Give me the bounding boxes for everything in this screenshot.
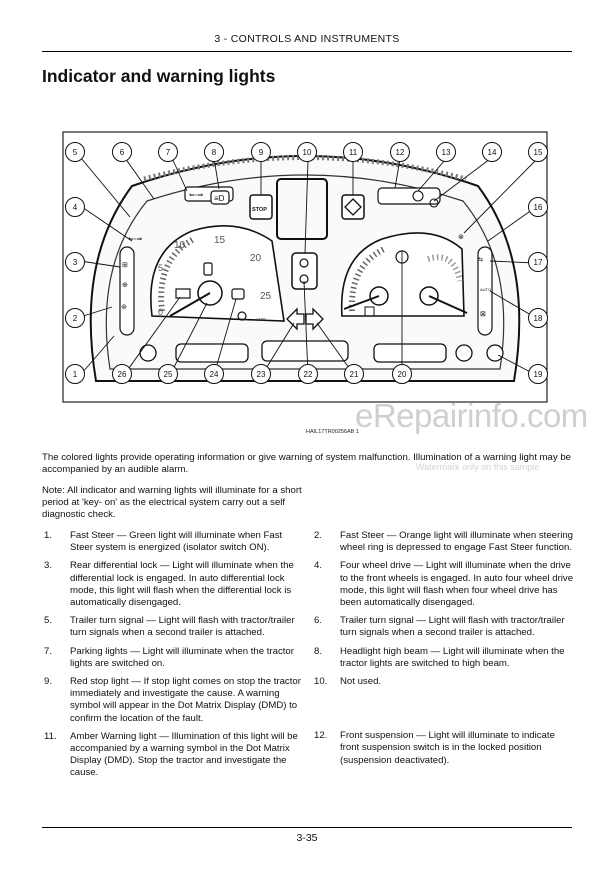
high-beam-icon: ≡D xyxy=(214,194,225,203)
item-text: Fast Steer — Green light will illuminate when Fast Steer system is energized (isolator switch ON). xyxy=(70,530,283,554)
callout-label-10: 10 xyxy=(302,148,312,157)
item-number: 3. xyxy=(44,560,53,572)
item-text: Not used. xyxy=(340,676,382,688)
left-side-strip xyxy=(120,247,134,335)
page-number: 3-35 xyxy=(296,832,318,844)
item-number: 6. xyxy=(314,615,323,627)
callout-label-2: 2 xyxy=(72,314,78,323)
bottom-right-button xyxy=(374,344,446,362)
callout-label-22: 22 xyxy=(303,370,313,379)
callout-label-20: 20 xyxy=(397,370,407,379)
list-item xyxy=(44,676,306,725)
item-number: 5. xyxy=(44,615,53,627)
trailer-turn-glyph: ⇐◦⇒ xyxy=(189,192,204,199)
header-rule xyxy=(42,51,572,52)
item-number: 8. xyxy=(314,645,323,657)
watermark-subtext: Watermark only on this sample xyxy=(416,462,540,472)
section-header: 3 - CONTROLS AND INSTRUMENTS xyxy=(214,33,400,45)
item-text: Trailer turn signal — Light will flash with tractor/trailer turn signals when a second trailer is attached. xyxy=(70,615,295,639)
tach-label-20: 20 xyxy=(250,253,262,264)
callout-label-8: 8 xyxy=(211,148,217,157)
item-number: 9. xyxy=(44,676,53,688)
item-text: Front suspension — Light will illuminate to indicate front suspension switch is in the locked position (suspension deactivated). xyxy=(340,730,555,766)
item-number: 1. xyxy=(44,530,53,541)
footer-rule xyxy=(42,827,572,828)
bottom-right-knob xyxy=(456,345,472,361)
callout-label-26: 26 xyxy=(117,370,127,379)
fast-steer-icon: ⊛ xyxy=(121,304,127,311)
callout-label-17: 17 xyxy=(533,258,543,267)
callout-label-13: 13 xyxy=(441,148,451,157)
callout-label-18: 18 xyxy=(533,314,543,323)
callout-label-12: 12 xyxy=(395,148,405,157)
air-brake-icon: ⊗ xyxy=(458,234,464,241)
figure-caption: HAIL17TR00256AB 1 xyxy=(306,429,359,435)
callout-label-4: 4 xyxy=(72,203,78,212)
auto-label: AUTO xyxy=(480,287,492,292)
tach-label-25: 25 xyxy=(260,291,272,302)
tach-label-10: 10 xyxy=(174,240,186,251)
callout-label-5: 5 xyxy=(72,148,78,157)
tach-unit: x100 xyxy=(256,317,266,322)
callout-label-19: 19 xyxy=(533,370,543,379)
item-number: 4. xyxy=(314,560,323,572)
item-text: Parking lights — Light will illuminate when the tractor lights are switched on. xyxy=(70,645,294,669)
tach-label-15: 15 xyxy=(214,235,226,246)
bottom-left-knob xyxy=(140,345,156,361)
tach-label-5: 5 xyxy=(158,263,164,273)
callout-label-14: 14 xyxy=(487,148,497,157)
diff-lock-icon: ⊞ xyxy=(122,262,128,269)
item-text: Trailer turn signal — Light will flash with tractor/trailer turn signals when a second trailer is attached. xyxy=(340,615,565,639)
item-number: 11. xyxy=(44,730,57,742)
callout-label-9: 9 xyxy=(258,148,264,157)
callout-label-7: 7 xyxy=(165,148,171,157)
bottom-right-knob-2 xyxy=(487,345,503,361)
page-title: Indicator and warning lights xyxy=(42,66,276,86)
list-item xyxy=(314,530,576,554)
list-item xyxy=(44,646,306,670)
pto-icon: ⇆ xyxy=(478,257,484,263)
item-text: Four wheel drive — Light will illuminate when the drive to the front wheels is engaged. In auto four wheel drive mode, this light will flash when four wheel drive has been automatically disengaged. xyxy=(340,560,574,609)
callout-label-24: 24 xyxy=(209,370,219,379)
item-text: Fast Steer — Orange light will illuminate when steering wheel ring is depressed to engage Fast Steer function. xyxy=(340,530,574,554)
item-text: Rear differential lock — Light will illuminate when the differential lock is engaged. In auto differential lock mode, this light will flash when the differential lock is automatically disengaged. xyxy=(70,560,294,609)
callout-label-11: 11 xyxy=(348,148,358,157)
list-item xyxy=(44,530,306,554)
list-item xyxy=(44,560,306,609)
item-number: 10. xyxy=(314,676,328,688)
item-text: Red stop light — If stop light comes on stop the tractor immediately and investigate the cause. A warning symbol will appear in the Dot Matrix Display (DMD) to confirm the location of the fault. xyxy=(70,676,301,724)
bottom-left-button xyxy=(176,344,248,362)
list-item xyxy=(314,615,576,639)
indicator-list-right xyxy=(314,530,576,773)
indicator-list-left xyxy=(44,530,306,786)
trailer-turn-icon: ⇐◦⇒ xyxy=(128,236,143,243)
list-item xyxy=(314,730,576,767)
bottom-center-button xyxy=(262,341,348,361)
callout-label-16: 16 xyxy=(533,203,543,212)
list-item xyxy=(44,731,306,780)
intro-paragraph: The colored lights provide operating information or give warning of system malfunction. Illumination of a warning light may be accompanied by an audible alarm. xyxy=(42,452,571,476)
note-paragraph: Note: All indicator and warning lights will illuminate for a short period at 'key- on' as the electrical system carry out a self diagnostic check. xyxy=(42,485,302,521)
item-text: Amber Warning light — Illumination of this light will be accompanied by a warning symbol in the Dot Matrix Display (DMD). Stop the tractor and investigate the cause. xyxy=(70,730,298,779)
list-item xyxy=(314,646,576,670)
callout-label-21: 21 xyxy=(349,370,359,379)
item-number: 2. xyxy=(314,530,323,541)
stop-light-label: STOP xyxy=(252,207,267,213)
four-wheel-drive-icon: ⊕ xyxy=(122,282,128,289)
instrument-cluster-diagram xyxy=(62,131,548,403)
callout-label-15: 15 xyxy=(533,148,543,157)
callout-label-6: 6 xyxy=(119,148,125,157)
watermark-text: eRepairinfo.com xyxy=(355,397,588,434)
callout-label-25: 25 xyxy=(163,370,173,379)
callout-label-1: 1 xyxy=(72,370,78,379)
item-text: Headlight high beam — Light will illuminate when the tractor lights are switched to high beam. xyxy=(340,645,565,669)
list-item xyxy=(44,615,306,639)
list-item xyxy=(314,560,576,609)
callout-label-23: 23 xyxy=(256,370,266,379)
item-number: 7. xyxy=(44,645,53,657)
front-suspension-icon: ⊠ xyxy=(480,311,486,318)
list-item xyxy=(314,676,576,688)
tach-label-0: 0 xyxy=(158,307,164,317)
item-number: 12. xyxy=(314,730,328,742)
callout-label-3: 3 xyxy=(72,258,78,267)
